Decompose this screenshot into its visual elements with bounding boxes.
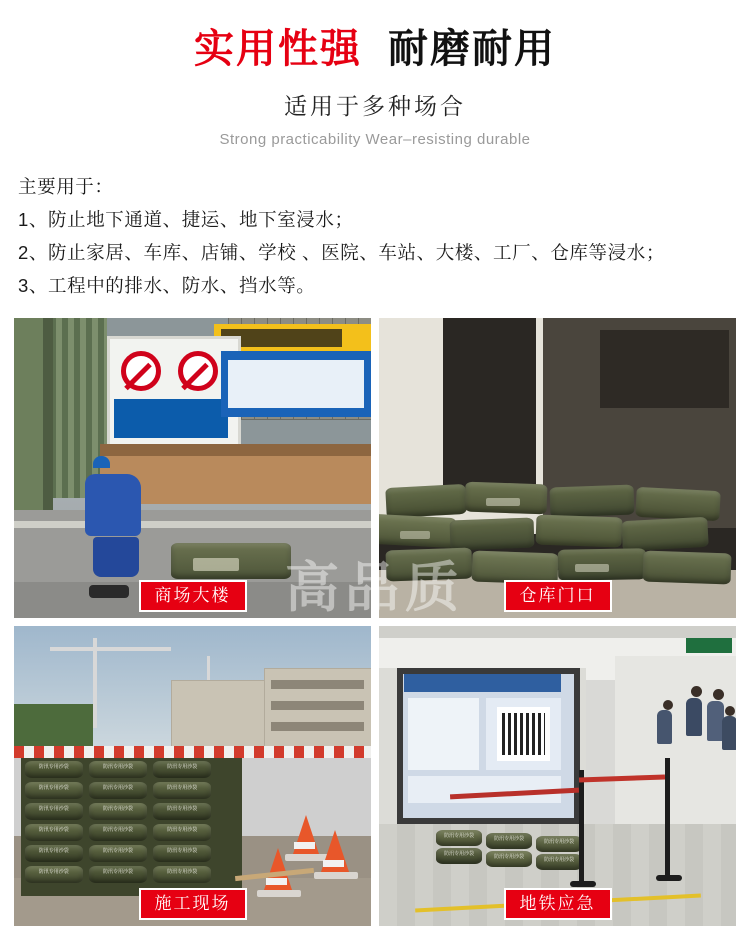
photo-subway-emergency: 防汛专用沙袋 防汛专用沙袋 防汛专用沙袋 防汛专用沙袋 防汛专用沙袋 防汛专用沙袋 xyxy=(379,626,736,926)
gallery-item-shopping-mall xyxy=(14,318,371,618)
photo-shopping-mall xyxy=(14,318,371,618)
gallery-item-subway-emergency xyxy=(379,626,736,926)
photo-warehouse-entrance xyxy=(379,318,736,618)
usage-item-1: 1、防止地下通道、捷运、地下室浸水； xyxy=(18,209,354,230)
watermark: 高品质 xyxy=(285,558,465,618)
gallery-item-construction-site xyxy=(14,626,371,926)
page-subtitle-english: Strong practicability Wear–resisting durable xyxy=(219,131,531,148)
page-header xyxy=(0,0,750,148)
usage-item-3: 3、工程中的排水、防水、挡水等。 xyxy=(18,275,316,296)
page-title xyxy=(0,26,750,72)
page-title-red: 实用性强 xyxy=(194,27,362,71)
page-subtitle: 适用于多种场合 xyxy=(284,93,466,119)
gallery-item-warehouse-entrance xyxy=(379,318,736,618)
gallery-caption-shopping-mall: 商场大楼 xyxy=(139,580,247,612)
usage-list xyxy=(0,170,750,302)
photo-construction-site: 防汛专用沙袋 防汛专用沙袋 防汛专用沙袋 防汛专用沙袋 防汛专用沙袋 防汛专用沙袋 防汛专用沙袋 防汛专用沙袋 防汛专用沙袋 防汛专用沙袋 防汛专用沙袋 防汛专用沙袋 防汛专用沙袋 防汛专用沙袋 防汛专用沙袋 防汛专用沙袋 防汛专用沙袋 防汛专用沙袋 xyxy=(14,626,371,926)
gallery-caption-construction-site: 施工现场 xyxy=(139,888,247,920)
usage-intro: 主要用于： xyxy=(18,176,114,197)
gallery-caption-warehouse-entrance: 仓库门口 xyxy=(504,580,612,612)
usage-item-2: 2、防止家居、车库、店铺、学校 、医院、车站、大楼、工厂、仓库等浸水； xyxy=(18,242,665,263)
page-title-black: 耐磨耐用 xyxy=(388,27,556,71)
gallery-grid xyxy=(0,318,750,926)
gallery-caption-subway-emergency: 地铁应急 xyxy=(504,888,612,920)
